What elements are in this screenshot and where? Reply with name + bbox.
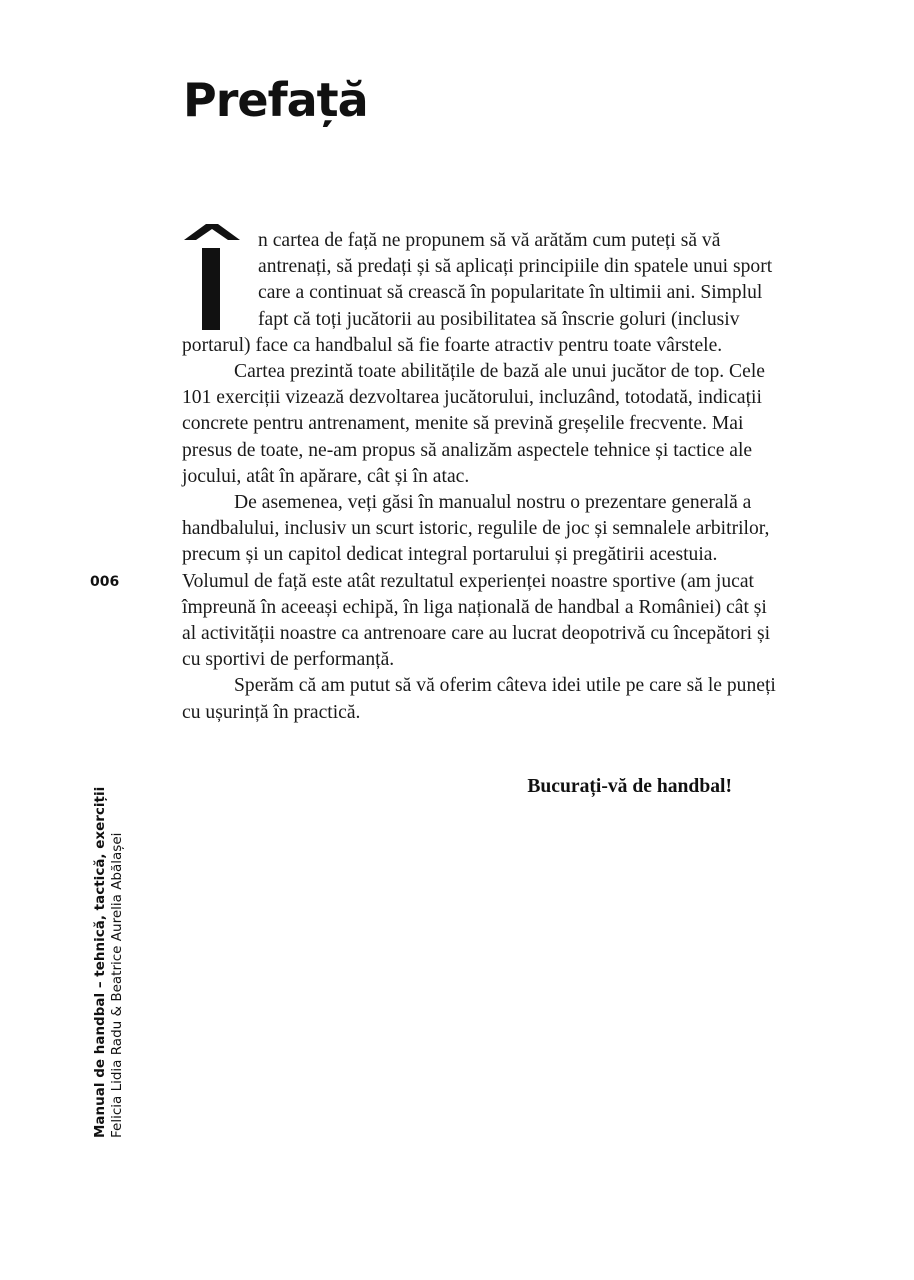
- drop-cap: [182, 228, 240, 332]
- running-footer: [92, 787, 126, 1138]
- authors: Felicia Lidia Radu & Beatrice Aurelia Abălașei: [109, 832, 125, 1138]
- paragraph: n cartea de față ne propunem să vă arătăm cum puteți să vă antrenați, să predați și să aplicați principiile din spatele unui sport care a continuat să crească în popularitate în ultimii ani. Simplul fapt că toți jucătorii au posibilitatea să înscrie goluri (inclusiv portarul) face ca handbalul să fie foarte atractiv pentru toate vârstele.: [182, 230, 773, 356]
- drop-cap-glyph-icon: [182, 204, 240, 332]
- page-number: 006: [90, 574, 120, 590]
- page-title: Prefață: [183, 73, 368, 127]
- preface-body: [182, 228, 782, 726]
- book-title: Manual de handbal – tehnică, tactică, exerciții: [92, 786, 108, 1138]
- paragraph: Cartea prezintă toate abilitățile de bază ale unui jucător de top. Cele 101 exerciții vizează dezvoltarea jucătorului, incluzând, totodată, indicații concrete pentru antrenament, menite să prevină greșelile frecvente. Mai presus de toate, ne-am propus să analizăm aspectele tehnice și tactice ale jocului, atât în apărare, cât și în atac.: [182, 361, 765, 487]
- closing-line: Bucurați-vă de handbal!: [527, 776, 732, 797]
- paragraph: De asemenea, veți găsi în manualul nostru o prezentare generală a handbalului, inclusiv un scurt istoric, regulile de joc și semnalele arbitrilor, precum și un capitol dedicat integral portarului și pregătirii acestuia. Volumul de față este atât rezultatul experienței noastre sportive (am jucat împreună în aceeași echipă, în liga națională de handbal a României) cât și al activității noastre ca antrenoare care au lucrat deopotrivă cu începători și cu sportivi de performanță.: [182, 492, 771, 671]
- paragraph: Sperăm că am putut să vă oferim câteva idei utile pe care să le puneți cu ușurință în practică.: [182, 675, 776, 723]
